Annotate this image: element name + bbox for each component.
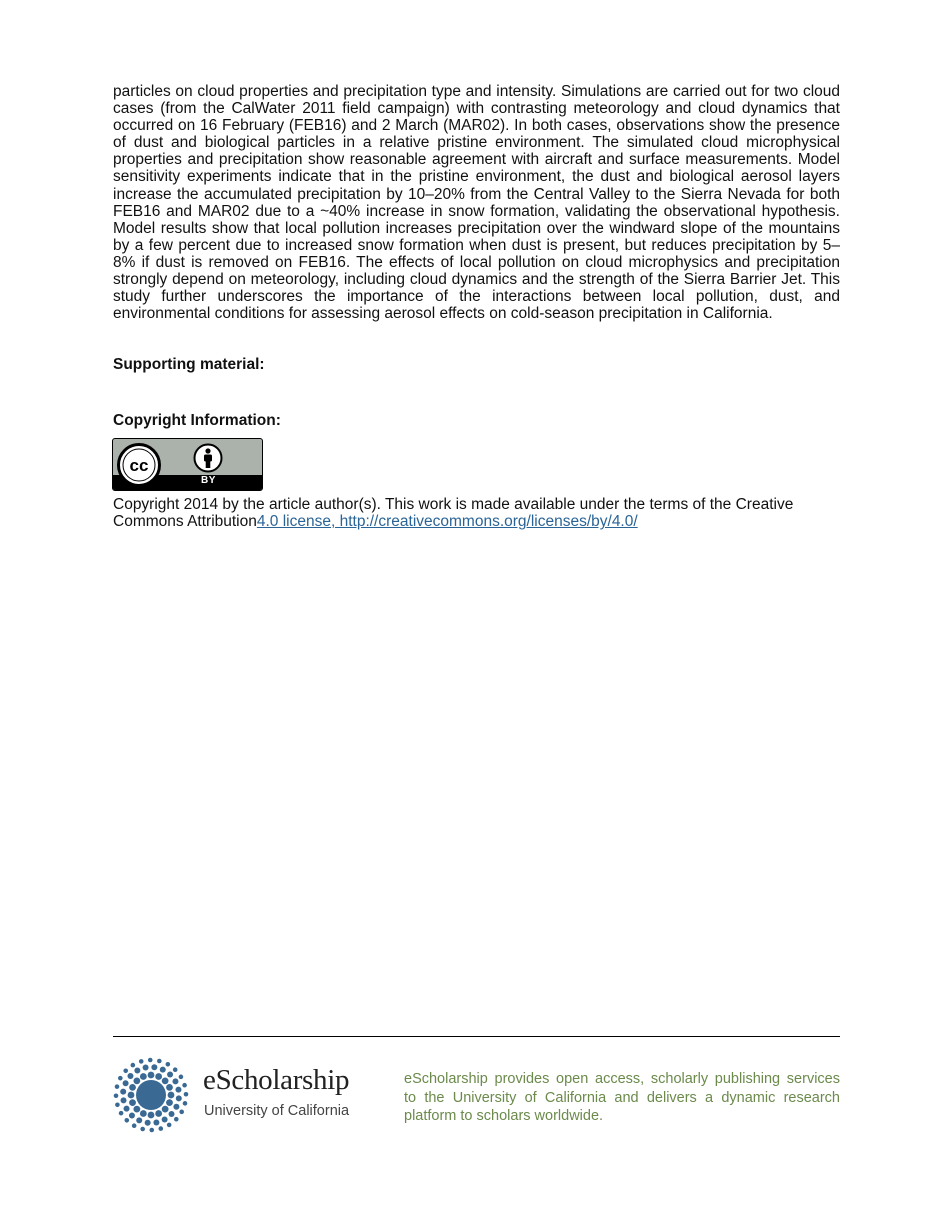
person-icon xyxy=(193,443,223,473)
footer-divider xyxy=(113,1036,840,1037)
escholarship-logo-icon xyxy=(113,1057,189,1133)
copyright-statement xyxy=(113,496,840,530)
cc-by-label: BY xyxy=(201,475,216,486)
license-link[interactable]: 4.0 license, http://creativecommons.org/licenses/by/4.0/ xyxy=(256,513,638,531)
svg-text:cc: cc xyxy=(129,456,149,475)
cc-by-license-badge[interactable] xyxy=(112,438,263,491)
abstract-text: particles on cloud properties and precipitation type and intensity. Simulations are carried out for two cloud cases (from the CalWater 2011 field campaign) with contrasting meteorology and cloud dynamics that occurred on 16 February (FEB16) and 2 March (MAR02). In both cases, observations show the presence of dust and biological particles in a relative pristine environment. The simulated cloud microphysical properties and precipitation show reasonable agreement with aircraft and surface measurements. Model sensitivity experiments indicate that in the pristine environment, the dust and biological aerosol layers increase the accumulated precipitation by 10–20% from the Central Valley to the Sierra Nevada for both FEB16 and MAR02 due to a ~40% increase in snow formation, validating the observational hypothesis. Model results show that local pollution increases precipitation over the windward slope of the mountains by a few percent due to increased snow formation when dust is present, but reduces precipitation by 5–8% if dust is removed on FEB16. The effects of local pollution on cloud microphysics and precipitation strongly depend on meteorology, including cloud dynamics and the strength of the Sierra Barrier Jet. This study further underscores the importance of the interactions between local pollution, dust, and environmental conditions for assessing aerosol effects on cold-season precipitation in California. xyxy=(113,83,840,323)
copyright-text: Copyright 2014 by the article author(s). This work is made available under the terms of the Creative Commons Attribution xyxy=(113,496,794,531)
cc-icon xyxy=(117,443,161,487)
university-of-california-text: University of California xyxy=(204,1103,350,1119)
escholarship-blurb: eScholarship provides open access, scholarly publishing services to the University of California and delivers a dynamic research platform to scholars worldwide. xyxy=(404,1071,840,1124)
supporting-material-heading: Supporting material: xyxy=(113,356,265,373)
copyright-heading: Copyright Information: xyxy=(113,412,281,429)
escholarship-logo-text: eScholarship xyxy=(203,1064,350,1096)
